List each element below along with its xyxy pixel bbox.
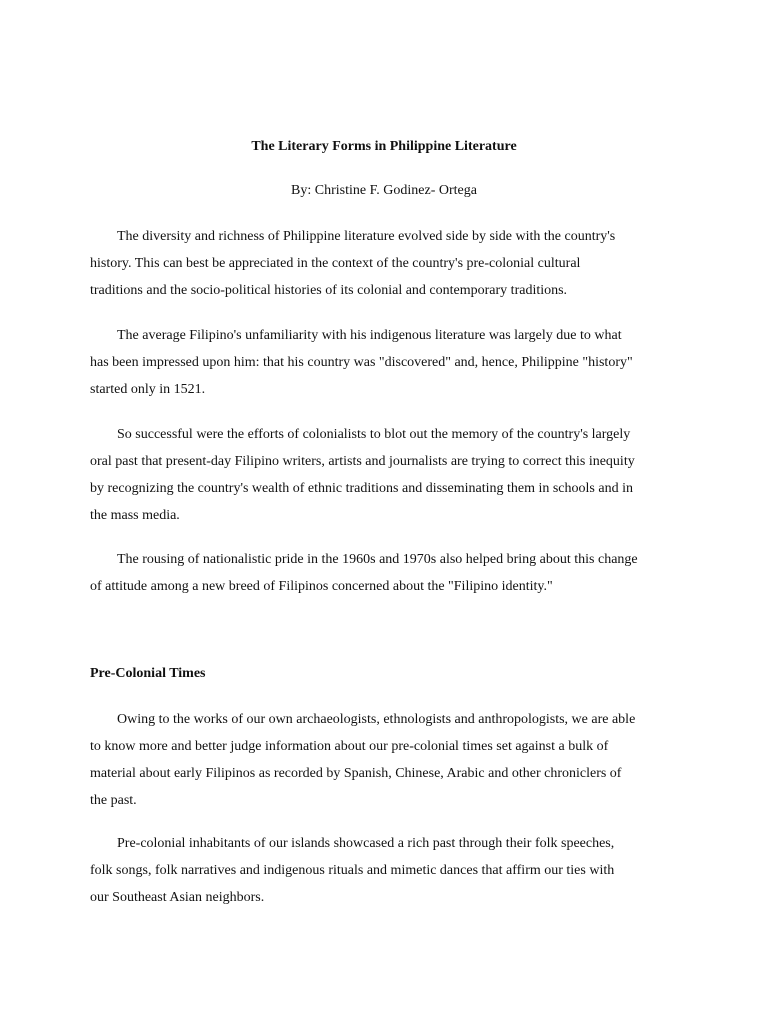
paragraph-4 xyxy=(90,546,690,600)
paragraph-line: folk songs, folk narratives and indigenous rituals and mimetic dances that affirm our ties with xyxy=(90,863,615,878)
document-byline: By: Christine F. Godinez- Ortega xyxy=(291,183,477,198)
paragraph-1 xyxy=(90,223,690,304)
paragraph-3 xyxy=(90,421,690,529)
paragraph-line: the mass media. xyxy=(90,508,180,523)
paragraph-line: oral past that present-day Filipino writers, artists and journalists are trying to correct this inequity xyxy=(90,454,635,469)
paragraph-line: Pre-colonial inhabitants of our islands showcased a rich past through their folk speeches, xyxy=(117,836,615,851)
paragraph-line: So successful were the efforts of colonialists to blot out the memory of the country's largely xyxy=(117,427,631,442)
paragraph-line: history. This can best be appreciated in the context of the country's pre-colonial cultural xyxy=(90,256,581,271)
paragraph-line: has been impressed upon him: that his country was "discovered" and, hence, Philippine "history" xyxy=(90,355,633,370)
paragraph-line: The rousing of nationalistic pride in the 1960s and 1970s also helped bring about this change xyxy=(117,552,638,567)
paragraph-line: to know more and better judge information about our pre-colonial times set against a bulk of xyxy=(90,739,609,754)
paragraph-2 xyxy=(90,322,690,403)
paragraph-line: of attitude among a new breed of Filipinos concerned about the "Filipino identity." xyxy=(90,579,553,594)
paragraph-line: by recognizing the country's wealth of ethnic traditions and disseminating them in schools and in xyxy=(90,481,633,496)
document-title: The Literary Forms in Philippine Literature xyxy=(251,139,517,154)
paragraph-line: The diversity and richness of Philippine literature evolved side by side with the country's xyxy=(117,229,616,244)
section-paragraph-2 xyxy=(90,830,690,911)
paragraph-line: traditions and the socio-political histories of its colonial and contemporary traditions. xyxy=(90,283,568,298)
paragraph-line: the past. xyxy=(90,793,137,808)
section-paragraph-1 xyxy=(90,706,690,814)
section-heading: Pre-Colonial Times xyxy=(90,666,206,681)
paragraph-line: The average Filipino's unfamiliarity with his indigenous literature was largely due to what xyxy=(117,328,622,343)
paragraph-line: Owing to the works of our own archaeologists, ethnologists and anthropologists, we are able xyxy=(117,712,636,727)
paragraph-line: our Southeast Asian neighbors. xyxy=(90,890,265,905)
paragraph-line: started only in 1521. xyxy=(90,382,206,397)
paragraph-line: material about early Filipinos as recorded by Spanish, Chinese, Arabic and other chroniclers of xyxy=(90,766,622,781)
